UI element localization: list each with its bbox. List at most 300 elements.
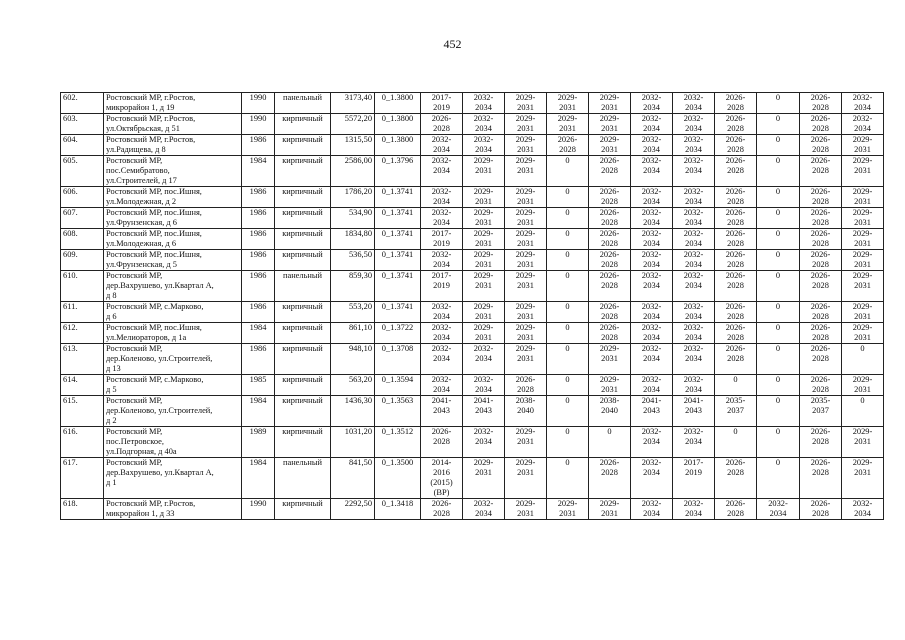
period-cell-line: 2034 [643, 218, 660, 227]
period-cell [505, 156, 547, 187]
address-cell [104, 302, 242, 323]
period-cell-line: 2034 [685, 437, 702, 446]
period-cell [547, 271, 589, 302]
period-cell-line: 2029- [473, 302, 494, 311]
period-cell [715, 323, 757, 344]
period-cell [547, 427, 589, 458]
period-cell-line: 2032- [683, 135, 704, 144]
address-cell-line: ул.Фрунзенская, д 5 [106, 260, 177, 269]
period-cell [842, 375, 884, 396]
period-cell-line: 2032- [641, 250, 662, 259]
year-built-cell: 1984 [242, 323, 275, 344]
period-cell-line: 2029- [515, 187, 536, 196]
period-cell-line: 2034 [643, 124, 660, 133]
period-cell [800, 114, 842, 135]
period-cell-line: 0 [775, 250, 781, 259]
period-cell [589, 156, 631, 187]
period-cell [589, 427, 631, 458]
period-cell-line: 2026- [810, 302, 831, 311]
table-row [61, 208, 884, 229]
period-cell [715, 93, 757, 114]
period-cell-line: 2028 [812, 509, 829, 518]
period-cell-line: 2017- [431, 271, 452, 280]
period-cell-line: 0 [775, 344, 781, 353]
period-cell-line: 2028 [433, 437, 450, 446]
address-cell-line: дер.Вахрушево, ул.Квартал А, [106, 468, 214, 477]
period-cell-line: 2031 [854, 239, 871, 248]
period-cell [631, 229, 673, 250]
period-cell-line: 2034 [643, 166, 660, 175]
wall-material-cell: кирпичный [275, 250, 331, 271]
period-cell [547, 302, 589, 323]
period-cell-line: 2031 [517, 145, 534, 154]
period-cell-line: 2029- [515, 208, 536, 217]
period-cell-line: 2028 [727, 239, 744, 248]
period-cell-line: 2026- [810, 271, 831, 280]
period-cell-line: 2029- [599, 375, 620, 384]
area-cell: 5572,20 [331, 114, 375, 135]
period-cell [842, 208, 884, 229]
rating-cell: 0_1.3512 [375, 427, 421, 458]
period-cell-line: 2017- [431, 229, 452, 238]
period-cell-line: 2034 [433, 260, 450, 269]
period-cell-line: 2029- [852, 135, 873, 144]
period-cell-line: 2029- [515, 250, 536, 259]
address-cell-line: д 8 [106, 291, 117, 300]
area-cell: 1436,30 [331, 396, 375, 427]
period-cell-line: 2026- [725, 499, 746, 508]
period-cell-line: 2026- [599, 458, 620, 467]
address-cell-line: Ростовский МР, с.Марково, [106, 375, 204, 384]
rating-cell: 0_1.3741 [375, 250, 421, 271]
address-cell [104, 208, 242, 229]
period-cell [715, 229, 757, 250]
period-cell [631, 271, 673, 302]
period-cell-line: 2032- [683, 156, 704, 165]
rating-cell: 0_1.3500 [375, 458, 421, 499]
row-number: 606. [61, 187, 104, 208]
period-cell [589, 187, 631, 208]
period-cell [673, 93, 715, 114]
period-cell-line: 0 [565, 187, 570, 196]
period-cell-line: 2026- [725, 156, 746, 165]
period-cell-line: 2031 [601, 385, 618, 394]
period-cell-line: 2026- [725, 208, 746, 217]
address-cell [104, 499, 242, 520]
period-cell-line: 2028 [559, 145, 576, 154]
address-cell-line: д 5 [106, 385, 117, 394]
row-number: 614. [61, 375, 104, 396]
period-cell [631, 427, 673, 458]
period-cell-line: 2026- [725, 271, 746, 280]
period-cell [631, 458, 673, 499]
address-cell-line: Ростовский МР, [106, 156, 163, 165]
period-cell [505, 229, 547, 250]
period-cell-line: 2029- [515, 229, 536, 238]
period-cell-line: 2034 [854, 509, 871, 518]
period-cell [463, 250, 505, 271]
period-cell-line: 2026- [725, 302, 746, 311]
period-cell-line: 2028 [433, 509, 450, 518]
year-built-cell: 1990 [242, 499, 275, 520]
period-cell-line: 2041- [641, 396, 662, 405]
period-cell [800, 135, 842, 156]
row-number: 609. [61, 250, 104, 271]
period-cell-line: 2031 [517, 437, 534, 446]
address-cell-line: микрорайон 1, д 19 [106, 103, 175, 112]
period-cell [757, 344, 800, 375]
period-cell-line: 2031 [854, 312, 871, 321]
period-cell-line: 2040 [601, 406, 618, 415]
period-cell-line: 2026- [599, 302, 620, 311]
period-cell-line: 2034 [433, 385, 450, 394]
period-cell-line: 2028 [727, 197, 744, 206]
period-cell [757, 114, 800, 135]
period-cell-line: 2031 [601, 124, 618, 133]
period-cell-line: 2031 [854, 281, 871, 290]
period-cell-line: 2026- [515, 375, 536, 384]
period-cell-line: 2032- [641, 323, 662, 332]
address-cell-line: Ростовский МР, с.Марково, [106, 302, 204, 311]
period-cell-line: 2032- [641, 114, 662, 123]
period-cell [631, 302, 673, 323]
year-built-cell: 1986 [242, 344, 275, 375]
period-cell-line: 2029- [473, 323, 494, 332]
row-number: 607. [61, 208, 104, 229]
area-cell: 841,50 [331, 458, 375, 499]
period-cell-line: 2032- [473, 135, 494, 144]
year-built-cell: 1986 [242, 229, 275, 250]
period-cell-line: 2028 [812, 437, 829, 446]
period-cell-line: 2032- [683, 208, 704, 217]
row-number: 611. [61, 302, 104, 323]
period-cell [631, 344, 673, 375]
period-cell-line: 2028 [727, 166, 744, 175]
area-cell: 536,50 [331, 250, 375, 271]
period-cell [589, 302, 631, 323]
rating-cell: 0_1.3800 [375, 93, 421, 114]
period-cell-line: 2032- [683, 302, 704, 311]
period-cell-line: 2026- [599, 271, 620, 280]
address-cell-line: пос.Петровское, [106, 437, 164, 446]
period-cell-line: 2026- [557, 135, 578, 144]
period-cell-line: 2026- [725, 458, 746, 467]
period-cell-line: 2028 [601, 333, 618, 342]
period-cell [842, 323, 884, 344]
period-cell-line: 0 [775, 187, 781, 196]
period-cell [547, 114, 589, 135]
period-cell [673, 323, 715, 344]
period-cell-line: 2028 [812, 312, 829, 321]
address-cell-line: Ростовский МР, г.Ростов, [106, 135, 196, 144]
period-cell-line: 0 [565, 302, 570, 311]
period-cell-line: 2029- [852, 250, 873, 259]
period-cell-line: 2026- [810, 114, 831, 123]
period-cell-line: 2031 [601, 145, 618, 154]
period-cell [421, 114, 463, 135]
row-number: 617. [61, 458, 104, 499]
period-cell [800, 323, 842, 344]
period-cell [800, 302, 842, 323]
period-cell [463, 323, 505, 344]
row-number: 602. [61, 93, 104, 114]
period-cell-line: 2028 [601, 312, 618, 321]
period-cell-line: 2034 [854, 124, 871, 133]
period-cell [421, 427, 463, 458]
period-cell-line: 2029- [473, 229, 494, 238]
period-cell-line: 2038- [599, 396, 620, 405]
period-cell [842, 271, 884, 302]
period-cell-line: 2041- [683, 396, 704, 405]
period-cell-line: 2031 [854, 166, 871, 175]
period-cell-line: 2029- [515, 302, 536, 311]
period-cell [715, 271, 757, 302]
period-cell-line: 2029- [599, 114, 620, 123]
period-cell [421, 135, 463, 156]
period-cell [757, 396, 800, 427]
period-cell [547, 323, 589, 344]
period-cell-line: 2026- [725, 93, 746, 102]
period-cell [631, 396, 673, 427]
period-cell [589, 499, 631, 520]
period-cell-line: 2035- [810, 396, 831, 405]
period-cell [800, 156, 842, 187]
period-cell-line: 2032- [852, 114, 873, 123]
address-cell-line: д 6 [106, 312, 117, 321]
period-cell [505, 135, 547, 156]
period-cell [547, 187, 589, 208]
period-cell-line: 2034 [475, 124, 492, 133]
address-cell-line: Ростовский МР, пос.Ишня, [106, 187, 202, 196]
period-cell-line: 2034 [685, 281, 702, 290]
table-row [61, 135, 884, 156]
period-cell [715, 135, 757, 156]
period-cell [673, 427, 715, 458]
period-cell-line: 2031 [517, 281, 534, 290]
period-cell [505, 427, 547, 458]
period-cell-line: 2032- [641, 208, 662, 217]
period-cell-line: 2032- [683, 114, 704, 123]
period-cell-line: 2029- [852, 187, 873, 196]
period-cell-line: 2043 [685, 406, 702, 415]
rating-cell: 0_1.3708 [375, 344, 421, 375]
period-cell-line: 2032- [473, 93, 494, 102]
row-number: 613. [61, 344, 104, 375]
wall-material-cell: панельный [275, 458, 331, 499]
table-row [61, 499, 884, 520]
period-cell-line: 2031 [854, 218, 871, 227]
period-cell [505, 323, 547, 344]
period-cell-line: 2028 [812, 197, 829, 206]
period-cell-line: 2032- [641, 156, 662, 165]
period-cell-line: 2029- [473, 208, 494, 217]
period-cell [589, 135, 631, 156]
period-cell [631, 93, 673, 114]
table-body [61, 93, 884, 520]
period-cell-line: 2028 [812, 124, 829, 133]
period-cell [547, 250, 589, 271]
period-cell [842, 114, 884, 135]
period-cell-line: 2032- [431, 208, 452, 217]
period-cell-line: 2034 [475, 103, 492, 112]
period-cell-line: 2034 [433, 197, 450, 206]
area-cell: 2586,00 [331, 156, 375, 187]
period-cell-line: 2034 [643, 354, 660, 363]
period-cell [757, 208, 800, 229]
address-cell [104, 187, 242, 208]
period-cell [715, 427, 757, 458]
period-cell [589, 375, 631, 396]
period-cell [757, 229, 800, 250]
period-cell-line: 2028 [727, 312, 744, 321]
period-cell-line: 2034 [643, 468, 660, 477]
period-cell [800, 93, 842, 114]
period-cell-line: 2031 [559, 103, 576, 112]
period-cell [463, 375, 505, 396]
period-cell-line: 2028 [601, 281, 618, 290]
period-cell-line: 2043 [475, 406, 492, 415]
period-cell-line: 2028 [812, 145, 829, 154]
area-cell: 534,90 [331, 208, 375, 229]
period-cell-line: 2031 [601, 103, 618, 112]
period-cell-line: 2028 [727, 281, 744, 290]
period-cell [505, 250, 547, 271]
period-cell-line: 0 [565, 250, 570, 259]
period-cell [589, 323, 631, 344]
row-number: 608. [61, 229, 104, 250]
period-cell [800, 427, 842, 458]
period-cell-line: 2032- [683, 271, 704, 280]
period-cell-line: 2026- [725, 344, 746, 353]
period-cell-line: 2032- [641, 458, 662, 467]
period-cell-line: 2028 [812, 281, 829, 290]
period-cell-line: 2029- [852, 458, 873, 467]
period-cell-line: 2031 [517, 239, 534, 248]
row-number: 603. [61, 114, 104, 135]
row-number: 618. [61, 499, 104, 520]
period-cell-line: 0 [565, 375, 570, 384]
period-cell-line: 2028 [601, 239, 618, 248]
wall-material-cell: кирпичный [275, 396, 331, 427]
address-cell-line: ул.Подгорная, д 40а [106, 447, 177, 456]
period-cell [757, 93, 800, 114]
table-row [61, 323, 884, 344]
area-cell: 563,20 [331, 375, 375, 396]
table-row [61, 458, 884, 499]
address-cell-line: Ростовский МР, пос.Ишня, [106, 250, 202, 259]
period-cell-line: 0 [775, 458, 781, 467]
period-cell [673, 271, 715, 302]
period-cell [421, 323, 463, 344]
period-cell [547, 499, 589, 520]
period-cell-line: 2031 [475, 281, 492, 290]
period-cell-line: 2029- [515, 499, 536, 508]
period-cell-line: 2029- [852, 156, 873, 165]
period-cell-line: 2032- [431, 187, 452, 196]
address-cell-line: Ростовский МР, пос.Ишня, [106, 229, 202, 238]
period-cell-line: 0 [565, 271, 570, 280]
period-cell-line: 2032- [852, 499, 873, 508]
period-cell-line: 2038- [515, 396, 536, 405]
period-cell-line: 0 [733, 375, 738, 384]
period-cell [800, 375, 842, 396]
period-cell-line: 2019 [433, 103, 450, 112]
period-cell-line: 2029- [852, 427, 873, 436]
period-cell [631, 375, 673, 396]
period-cell [757, 323, 800, 344]
period-cell [673, 208, 715, 229]
year-built-cell: 1986 [242, 302, 275, 323]
period-cell-line: 2028 [433, 124, 450, 133]
period-cell-line: 0 [775, 135, 781, 144]
period-cell-line: 2028 [812, 333, 829, 342]
period-cell [631, 135, 673, 156]
period-cell [715, 396, 757, 427]
period-cell-line: 2032- [473, 427, 494, 436]
period-cell-line: 2034 [643, 312, 660, 321]
period-cell [505, 93, 547, 114]
period-cell-line: 2028 [727, 260, 744, 269]
period-cell-line: 2032- [641, 135, 662, 144]
address-cell-line: ул.Радищева, д 8 [106, 145, 166, 154]
period-cell-line: 2026- [431, 427, 452, 436]
period-cell-line: 2028 [727, 468, 744, 477]
wall-material-cell: панельный [275, 93, 331, 114]
period-cell-line: 2032- [683, 344, 704, 353]
period-cell [547, 156, 589, 187]
period-cell-line: 2032- [431, 323, 452, 332]
period-cell [673, 229, 715, 250]
period-cell [421, 271, 463, 302]
period-cell-line: 2026- [810, 93, 831, 102]
period-cell-line: 2034 [643, 103, 660, 112]
period-cell-line: 2034 [685, 103, 702, 112]
period-cell [589, 344, 631, 375]
period-cell-line: 2032- [683, 93, 704, 102]
wall-material-cell: кирпичный [275, 229, 331, 250]
period-cell [800, 396, 842, 427]
period-cell-line: 2026- [599, 323, 620, 332]
period-cell-line: 2035- [725, 396, 746, 405]
period-cell-line: 2028 [601, 218, 618, 227]
period-cell [715, 458, 757, 499]
address-cell [104, 135, 242, 156]
period-cell-line: 2028 [727, 509, 744, 518]
period-cell-line: 2028 [517, 385, 534, 394]
period-cell-line: 2028 [601, 166, 618, 175]
period-cell-line: 2028 [812, 103, 829, 112]
address-cell-line: Ростовский МР, г.Ростов, [106, 114, 196, 123]
period-cell-line: 2029- [852, 229, 873, 238]
area-cell: 861,10 [331, 323, 375, 344]
address-cell-line: Ростовский МР, [106, 344, 163, 353]
period-cell-line: 2028 [812, 239, 829, 248]
period-cell [505, 499, 547, 520]
period-cell [505, 187, 547, 208]
address-cell-line: ул.Молодежная, д 6 [106, 239, 177, 248]
period-cell-line: 2016 [433, 468, 450, 477]
period-cell-line: 2029- [557, 114, 578, 123]
period-cell-line: 2029- [473, 156, 494, 165]
period-cell-line: 2031 [475, 260, 492, 269]
year-built-cell: 1984 [242, 458, 275, 499]
row-number: 615. [61, 396, 104, 427]
period-cell-line: 2032- [852, 93, 873, 102]
table-row [61, 156, 884, 187]
rating-cell: 0_1.3594 [375, 375, 421, 396]
period-cell [673, 302, 715, 323]
rating-cell: 0_1.3800 [375, 114, 421, 135]
